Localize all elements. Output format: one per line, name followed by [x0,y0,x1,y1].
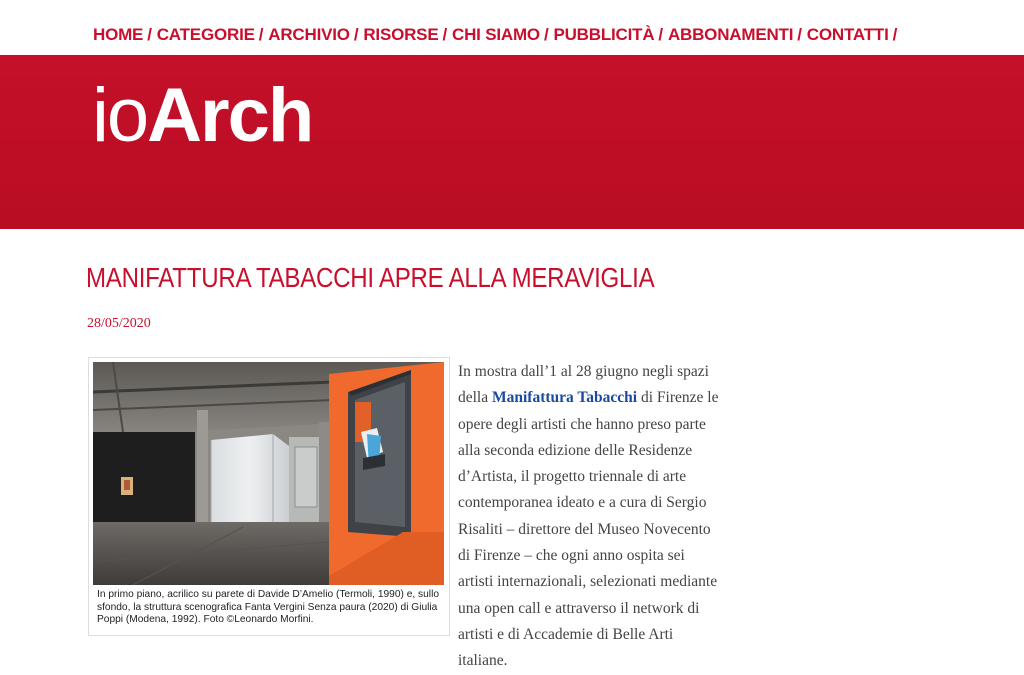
article-title: MANIFATTURA TABACCHI APRE ALLA MERAVIGLIA [86,262,655,293]
nav-pubblicita[interactable]: PUBBLICITÀ [553,25,655,44]
nav-contatti[interactable]: CONTATTI [806,25,889,44]
article-photo[interactable] [93,362,444,585]
article-line: alla seconda edizione delle Residenze [458,441,693,459]
nav-abbonamenti[interactable]: ABBONAMENTI [667,25,794,44]
nav-separator: / [442,25,447,44]
manifattura-tabacchi-link[interactable]: Manifattura Tabacchi [492,389,638,407]
nav-separator: / [147,25,152,44]
site-logo[interactable] [92,73,313,158]
nav-archivio[interactable]: ARCHIVIO [268,25,350,44]
article-line: artisti internazionali, selezionati mediante [458,573,718,591]
gallery-photo-illustration [93,362,444,585]
article-line: opere degli artisti che hanno preso parte [458,415,706,433]
nav-categorie[interactable]: CATEGORIE [156,25,255,44]
nav-separator: / [353,25,359,44]
top-nav [93,22,902,48]
article-line: italiane. [458,652,508,670]
article-line: artisti e di Accademie di Belle Arti [458,625,674,643]
nav-separator: / [797,25,802,44]
logo-text-io: io [92,73,148,158]
nav-separator: / [658,25,663,44]
nav-separator: / [892,25,898,44]
article-line-prefix: della [458,389,492,407]
article-line: contemporanea ideato e a cura di Sergio [458,494,707,512]
article-line: Risaliti – direttore del Museo Novecento [458,520,711,538]
photo-caption: In primo piano, acrilico su parete di Davide D’Amelio (Termoli, 1990) e, sullo sfondo, la struttura scenografica Fanta Vergini Senza paura (2020) di Giulia Poppi (Modena, 1992). Foto ©Leonardo Morfini. [97,589,439,626]
article-line: di Firenze – che ogni anno ospita sei [458,547,685,565]
article-line: In mostra dall’1 al 28 giugno negli spazi [458,363,709,380]
logo-text-arch: Arch [147,73,313,158]
article-line [458,385,758,411]
nav-chi-siamo[interactable]: CHI SIAMO [452,25,540,44]
nav-separator: / [543,25,549,44]
nav-risorse[interactable]: RISORSE [363,25,439,44]
article-date: 28/05/2020 [87,316,151,331]
article-line-suffix: di Firenze le [637,389,719,407]
article-line: d’Artista, il progetto triennale di arte [458,468,687,486]
nav-home[interactable]: HOME [93,25,144,44]
nav-separator: / [258,25,264,44]
article-body [458,359,758,675]
article-line: una open call e attraverso il network di [458,599,700,617]
